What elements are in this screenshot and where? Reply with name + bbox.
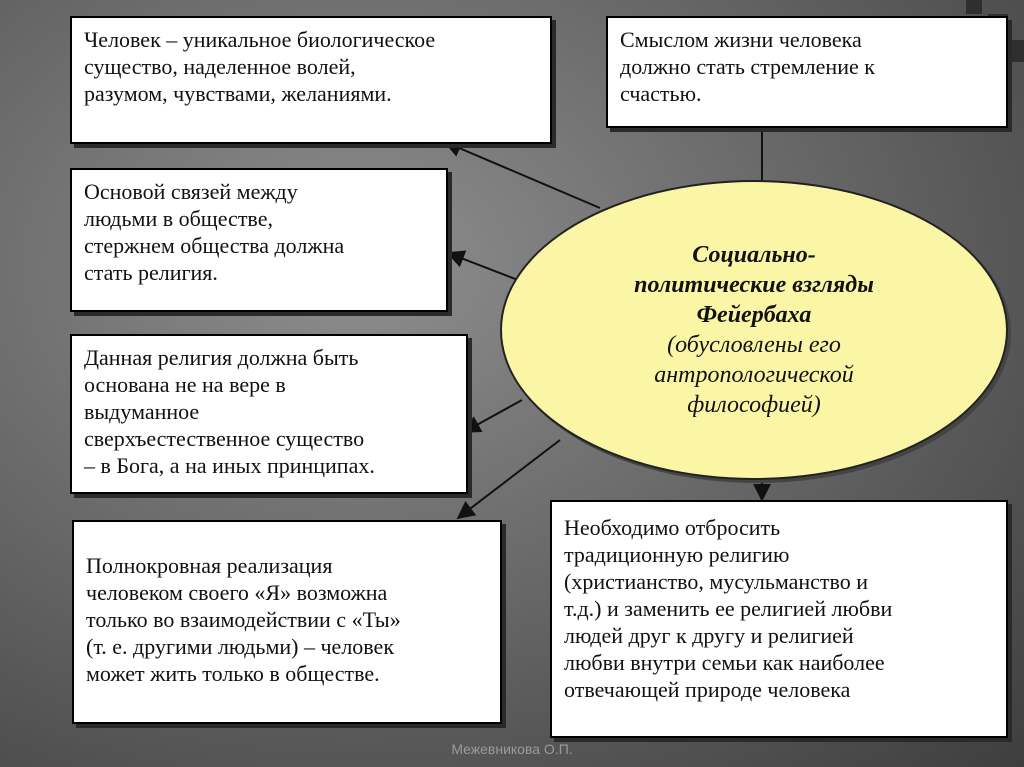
arrow-to-box5 (458, 440, 560, 518)
arrow-to-box3 (448, 253, 518, 280)
footer-author: Межевникова О.П. (451, 741, 573, 757)
center-ellipse (500, 180, 1008, 480)
box-text-line: существо, наделенное волей, (84, 54, 356, 79)
center-subtitle-line: философией) (687, 392, 821, 418)
box-text-line: Смыслом жизни человека (620, 27, 862, 52)
box-text-line: традиционную религию (564, 542, 790, 567)
box-text-line: сверхъестественное существо (84, 426, 365, 451)
arrow-to-box4 (464, 400, 522, 432)
arrow-to-box1 (445, 142, 600, 208)
box-text-line: любви внутри семьи как наиболее (564, 650, 885, 675)
corner-decoration (966, 0, 982, 14)
box-text-line: Полнокровная реализация (86, 553, 333, 578)
box-text-line: может жить только в обществе. (86, 661, 380, 686)
box-text-line: основана не на вере в (84, 372, 286, 397)
center-subtitle-line: (обусловлены его (667, 332, 841, 358)
box-religion-principles (70, 334, 468, 494)
box-human-definition (70, 16, 552, 144)
box-text-line: людьми в обществе, (84, 206, 273, 231)
center-subtitle-line: антропологической (654, 362, 854, 388)
box-text-line: людей друг к другу и религией (564, 623, 854, 648)
box-text-line: только во взаимодействии с «Ты» (86, 607, 401, 632)
box-text-line: Необходимо отбросить (564, 515, 781, 540)
center-title-line: политические взгляды (634, 272, 874, 298)
box-text-line: человеком своего «Я» возможна (86, 580, 388, 605)
box-text-line: Основой связей между (84, 179, 298, 204)
box-self-realization (72, 520, 502, 724)
center-title-line: Социально- (692, 242, 816, 268)
box-text-line: (т. е. другими людьми) – человек (86, 634, 395, 659)
box-text-line: стержнем общества должна (84, 233, 345, 258)
box-text-line: счастью. (620, 81, 702, 106)
box-text-line: т.д.) и заменить ее религией любви (564, 596, 893, 621)
box-reject-religion (550, 500, 1008, 738)
box-text-line: Данная религия должна быть (84, 345, 359, 370)
box-text-line: выдуманное (84, 399, 200, 424)
box-text-line: – в Бога, а на иных принципах. (84, 453, 375, 478)
box-text-line: разумом, чувствами, желаниями. (84, 81, 392, 106)
box-text-line: стать религия. (84, 260, 218, 285)
center-title-line: Фейербаха (696, 302, 812, 328)
box-text-line: отвечающей природе человека (564, 677, 851, 702)
box-meaning-of-life (606, 16, 1008, 128)
box-religion-basis (70, 168, 448, 312)
box-text-line: должно стать стремление к (620, 54, 875, 79)
box-text-line: (христианство, мусульманство и (564, 569, 869, 594)
box-text-line: Человек – уникальное биологическое (84, 27, 436, 52)
